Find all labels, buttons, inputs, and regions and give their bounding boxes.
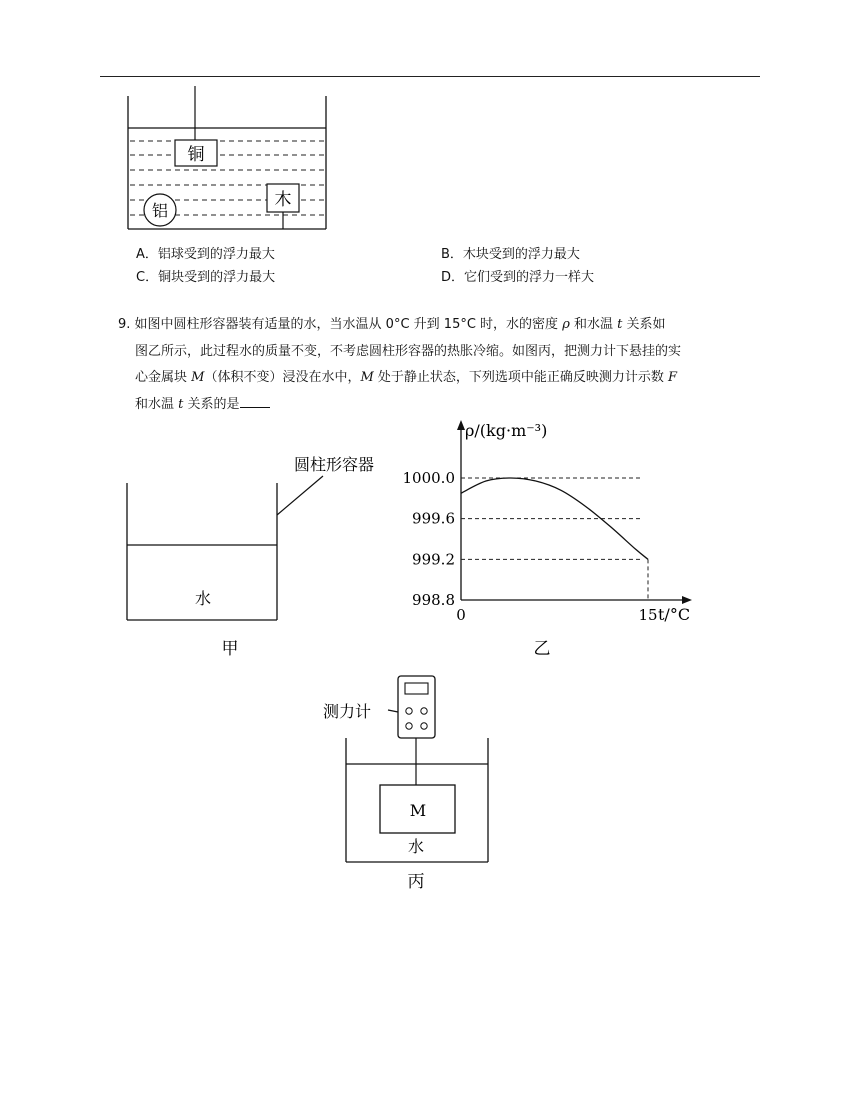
- density-chart: [396, 418, 706, 663]
- caption-jia: 甲: [221, 639, 239, 659]
- wood-label: 木: [274, 190, 292, 210]
- y-axis-label: ρ/(kg·m⁻³): [465, 421, 548, 440]
- meter-leader-line: [388, 710, 398, 712]
- x-tick-label: 15: [638, 606, 658, 624]
- m-symbol: M: [191, 370, 205, 385]
- meter-knob: [406, 723, 412, 729]
- q9-text-1c: 关系如: [622, 317, 666, 332]
- option-d: D．它们受到的浮力一样大: [441, 270, 595, 285]
- option-b: B．木块受到的浮力最大: [441, 247, 580, 262]
- m-symbol: M: [360, 370, 374, 385]
- option-a: A．铝球受到的浮力最大: [136, 247, 275, 262]
- q9-text-4b: 关系的是: [183, 396, 240, 412]
- question-9-line-3: [118, 365, 768, 392]
- y-tick-label: 998.8: [412, 591, 455, 609]
- y-axis-arrow: [457, 420, 465, 430]
- option-c: C．铜块受到的浮力最大: [136, 270, 276, 285]
- meter-display: [405, 683, 428, 694]
- y-tick-label: 999.2: [412, 550, 455, 569]
- y-tick-label: 999.6: [412, 509, 455, 528]
- q9-text-3a: 心金属块: [135, 370, 192, 385]
- y-tick-label: 1000.0: [402, 469, 455, 487]
- question-9-line-2: 图乙所示，此过程水的质量不变，不考虑圆柱形容器的热胀冷缩。如图丙，把测力计下悬挂的实: [135, 343, 682, 359]
- t-symbol: t: [178, 396, 184, 412]
- water-label: 水: [407, 837, 425, 856]
- x-axis-arrow: [682, 596, 692, 604]
- question-number: 9.: [118, 317, 131, 332]
- question-9-line-1: [118, 312, 768, 339]
- meter-label: 测力计: [323, 702, 372, 721]
- q9-text-1b: 和水温: [569, 317, 618, 332]
- aluminum-label: 铝: [151, 201, 169, 220]
- meter-knob: [421, 708, 427, 714]
- leader-line: [277, 476, 323, 515]
- header-rule: [100, 76, 760, 77]
- meter-knob: [406, 708, 412, 714]
- q9-text-3c: 处于静止状态，下列选项中能正确反映测力计示数: [373, 370, 669, 385]
- x-axis-label: t/°C: [658, 605, 691, 624]
- rho-symbol: ρ: [562, 317, 570, 332]
- copper-label: 铜: [187, 145, 205, 165]
- block-label: M: [409, 801, 427, 820]
- q9-text-3b: （体积不变）浸没在水中，: [204, 370, 361, 385]
- water-label: 水: [194, 589, 212, 608]
- caption-yi: 乙: [533, 639, 551, 659]
- q9-text-4a: 和水温: [135, 396, 179, 412]
- figure-jia: [120, 448, 400, 663]
- f-symbol: F: [668, 370, 678, 385]
- meter-knob: [421, 723, 427, 729]
- container-label: 圆柱形容器: [294, 455, 375, 474]
- figure-bing: [318, 672, 518, 897]
- x-tick-label: 0: [456, 606, 466, 624]
- q9-text-1a: 如图中圆柱形容器装有适量的水，当水温从 0°C 升到 15°C 时，水的密度: [134, 317, 563, 332]
- caption-bing: 丙: [407, 872, 425, 892]
- t-symbol: t: [617, 317, 623, 332]
- question-9: [118, 312, 768, 418]
- question-9-line-4: [118, 392, 768, 419]
- buoyancy-figure-q8: [122, 86, 332, 234]
- answer-blank: [240, 393, 270, 408]
